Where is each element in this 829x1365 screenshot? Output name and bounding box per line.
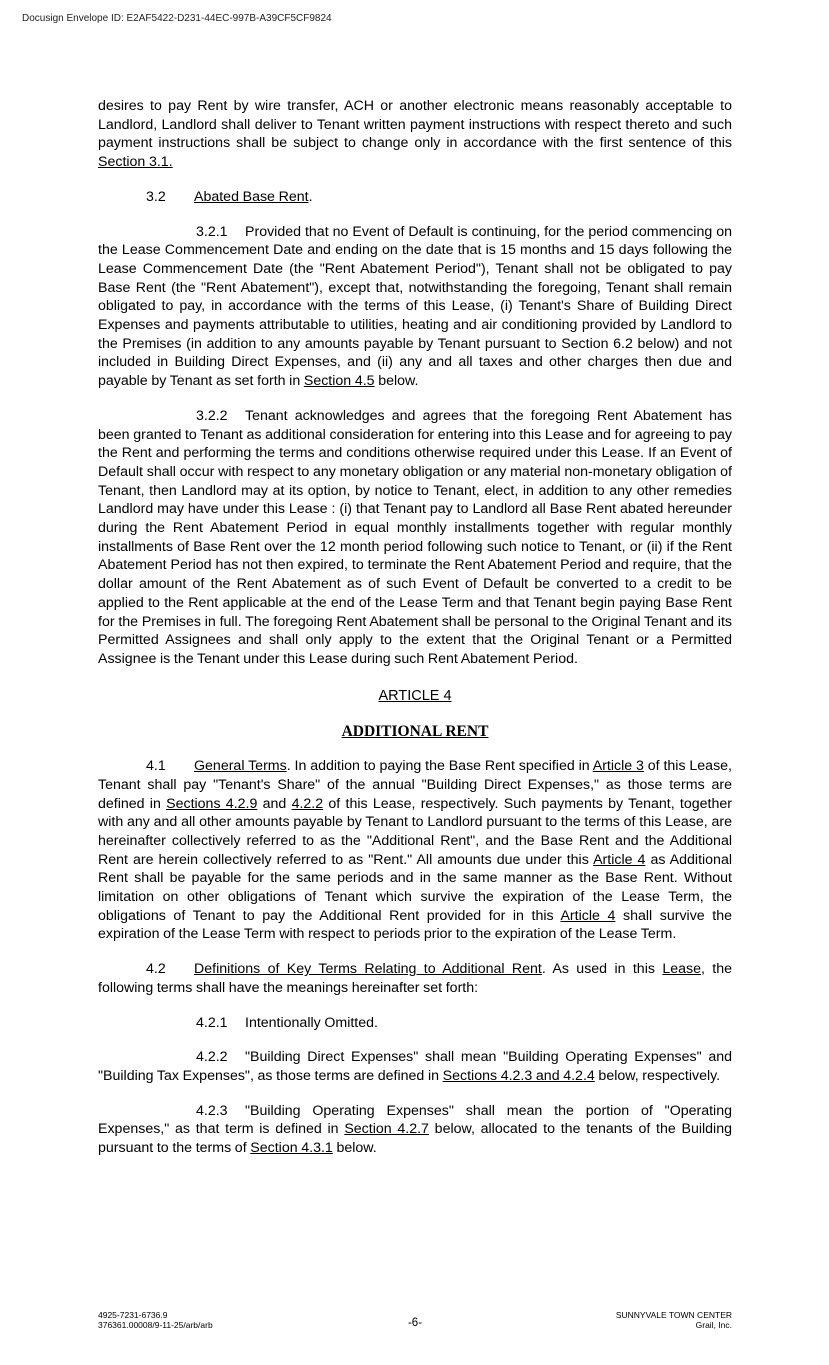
section-title: General Terms — [194, 758, 287, 775]
intro-paragraph — [98, 97, 732, 172]
section-number: 4.1 — [146, 758, 166, 775]
section-3-2-heading: 3.2 Abated Base Rent. — [146, 188, 313, 205]
article-4-ref: Article 4 — [560, 907, 616, 924]
property-name: SUNNYVALE TOWN CENTER — [615, 1310, 732, 1320]
intro-text: desires to pay Rent by wire transfer, ACH or another electronic means reasonably acceptable to Landlord, Landlord shall deliver to Tenant written payment instructions with respect thereto and such payment instructions shall be subject to change only in accordance with the first sentence of this — [98, 98, 732, 152]
article-4-ref: Article 4 — [593, 851, 646, 868]
section-4-2-1: 4.2.1 Intentionally Omitted. — [196, 1014, 378, 1031]
tenant-name: Grail, Inc. — [695, 1320, 732, 1330]
sections-4-2-3-4-2-4-ref: Sections 4.2.3 and 4.2.4 — [442, 1067, 595, 1084]
section-number: 3.2 — [146, 188, 166, 205]
section-4-2-7-ref: Section 4.2.7 — [344, 1121, 429, 1138]
lease-ref: Lease — [662, 961, 701, 978]
section-4-1: 4.1 General Terms. In addition to paying the Base Rent specified in Article 3 of this Lease, Tenant shall pay "Tenant's Share" of the annual "Building Direct Expenses," as those terms are defined in Sections 4.2.9 and 4.2.2 of this Lease, respectively. Such payments by Tenant, together with any and all other amounts payable by Tenant to Landlord pursuant to the terms of this Lease, are hereinafter collectively referred to as the "Additional Rent", and the Base Rent and the Additional Rent are herein collectively referred to as "Rent." All amounts due under this Article 4 as Additional Rent shall be payable for the same periods and in the same manner as the Base Rent. Without limitation on other obligations of Tenant which survive the expiration of the Lease Term, the obligations of Tenant to pay the Additional Rent provided for in this Article 4 shall survive the expiration of the Lease Term with respect to periods prior to the expiration of the Lease Term. — [98, 758, 733, 943]
document-body — [98, 97, 732, 1158]
section-number: 3.2.1 — [196, 223, 228, 240]
section-title: Definitions of Key Terms Relating to Additional Rent — [194, 961, 542, 978]
file-reference: 376361.00008/9-11-25/arb/arb — [98, 1320, 213, 1330]
section-3-2-1: 3.2.1 Provided that no Event of Default is continuing, for the period commencing on the Lease Commencement Date and ending on the date that is 15 months and 15 days following the Lease Commencement Date (the "Rent Abatement Period"), Tenant shall not be obligated to pay Base Rent (the "Rent Abatement"), except that, notwithstanding the foregoing, Tenant shall remain obligated to pay, in accordance with the terms of this Lease, (i) Tenant's Share of Building Direct Expenses and payments attributable to utilities, heating and air conditioning provided by Landlord to the Premises (in addition to any amounts payable by Tenant pursuant to Section 6.2 below) and not included in Building Direct Expenses, and (ii) any and all taxes and other charges then due and payable by Tenant as set forth in Section 4.5 below. — [98, 223, 732, 390]
section-4-2: 4.2 Definitions of Key Terms Relating to Additional Rent. As used in this Lease, the following terms shall have the meanings hereinafter set forth: — [98, 961, 733, 996]
section-number: 4.2 — [146, 961, 166, 978]
section-3-1-ref: Section 3.1. — [98, 154, 173, 171]
envelope-id: Docusign Envelope ID: E2AF5422-D231-44EC-997B-A39CF5CF9824 — [22, 13, 332, 24]
section-4-5-ref: Section 4.5 — [303, 373, 375, 390]
section-4-2-2-ref: 4.2.2 — [291, 795, 324, 812]
section-4-2-2: 4.2.2 "Building Direct Expenses" shall mean "Building Operating Expenses" and "Building Tax Expenses", as those terms are defined in Sections 4.2.3 and 4.2.4 below, respectively. — [98, 1049, 732, 1084]
section-4-3-1-ref: Section 4.3.1 — [250, 1140, 333, 1157]
section-number: 3.2.2 — [196, 407, 228, 424]
footer-right — [616, 1310, 732, 1330]
section-title: Abated Base Rent — [194, 188, 309, 205]
section-number: 4.2.3 — [196, 1102, 228, 1119]
article-3-ref: Article 3 — [592, 758, 644, 775]
article-title: ADDITIONAL RENT — [341, 723, 489, 741]
section-3-2-2: 3.2.2 Tenant acknowledges and agrees that the foregoing Rent Abatement has been granted to Tenant as additional consideration for entering into this Lease and for agreeing to pay the Rent and performing the terms and conditions otherwise required under this Lease. If an Event of Default shall occur with respect to any monetary obligation or any material non-monetary obligation of Tenant, then Landlord may at its option, by notice to Tenant, elect, in addition to any other remedies Landlord may have under this Lease : (i) that Tenant pay to Landlord all Base Rent abated hereunder during the Rent Abatement Period in equal monthly installments together with regular monthly installments of Base Rent over the 12 month period following such notice to Tenant, or (ii) if the Rent Abatement Period has not then expired, to terminate the Rent Abatement Period and require, that the dollar amount of the Rent Abatement as of such Event of Default be converted to a credit to be applied to the Rent applicable at the end of the Lease Term and that Tenant begin paying Base Rent for the Premises in full. The foregoing Rent Abatement shall be personal to the Original Tenant and its Permitted Assignees and shall only apply to the extent that the Original Tenant or a Permitted Assignee is the Tenant under this Lease during such Rent Abatement Period. — [98, 407, 732, 667]
page-number: -6- — [407, 1317, 423, 1329]
section-4-2-3: 4.2.3 "Building Operating Expenses" shall mean the portion of "Operating Expenses," as that term is defined in Section 4.2.7 below, allocated to the tenants of the Building pursuant to the terms of Section 4.3.1 below. — [98, 1102, 732, 1157]
section-number: 4.2.2 — [196, 1049, 228, 1066]
section-4-2-9-ref: Sections 4.2.9 — [166, 795, 258, 812]
section-number: 4.2.1 — [196, 1014, 228, 1031]
article-label: ARTICLE 4 — [378, 687, 452, 704]
doc-number: 4925-7231-6736.9 — [98, 1310, 168, 1320]
